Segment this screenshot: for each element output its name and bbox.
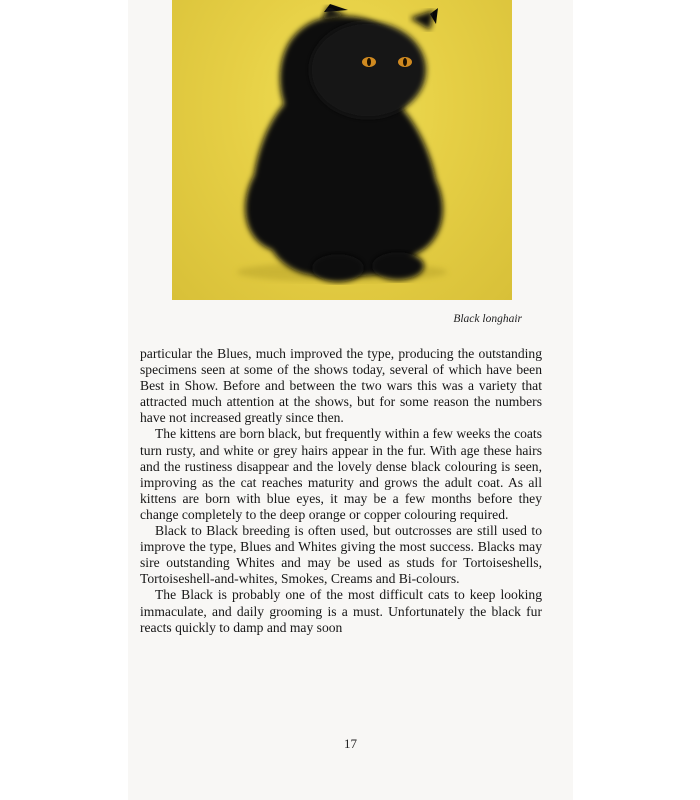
black-longhair-cat-image: [172, 0, 512, 300]
paragraph: The Black is probably one of the most difficult cats to keep looking immaculate, and daily grooming is a must. Unfortunately the black fur reacts quickly to damp and may soon: [140, 587, 542, 635]
paragraph: particular the Blues, much improved the type, producing the outstanding specimens seen at some of the shows today, several of which have been Best in Show. Before and between the two wars this was a variety that attracted much attention at the shows, but for some reason the numbers have not increased greatly since then.: [140, 346, 542, 426]
paragraph: Black to Black breeding is often used, but outcrosses are still used to improve the type, Blues and Whites giving the most success. Blacks may sire outstanding Whites and may be used as studs for Tortoiseshells, Tortoiseshell-and-whites, Smokes, Creams and Bi-colours.: [140, 523, 542, 587]
cat-photo: [172, 0, 512, 300]
book-page: [128, 0, 573, 800]
page-number: 17: [344, 736, 357, 751]
body-text: [140, 346, 542, 636]
photo-caption: Black longhair: [453, 313, 522, 325]
paragraph: The kittens are born black, but frequently within a few weeks the coats turn rusty, and white or grey hairs appear in the fur. With age these hairs and the rustiness disappear and the lovely dense black colouring is seen, improving as the cat reaches maturity and grows the adult coat. As all kittens are born with blue eyes, it may be a few months before they change completely to the deep orange or copper colouring required.: [140, 426, 542, 522]
